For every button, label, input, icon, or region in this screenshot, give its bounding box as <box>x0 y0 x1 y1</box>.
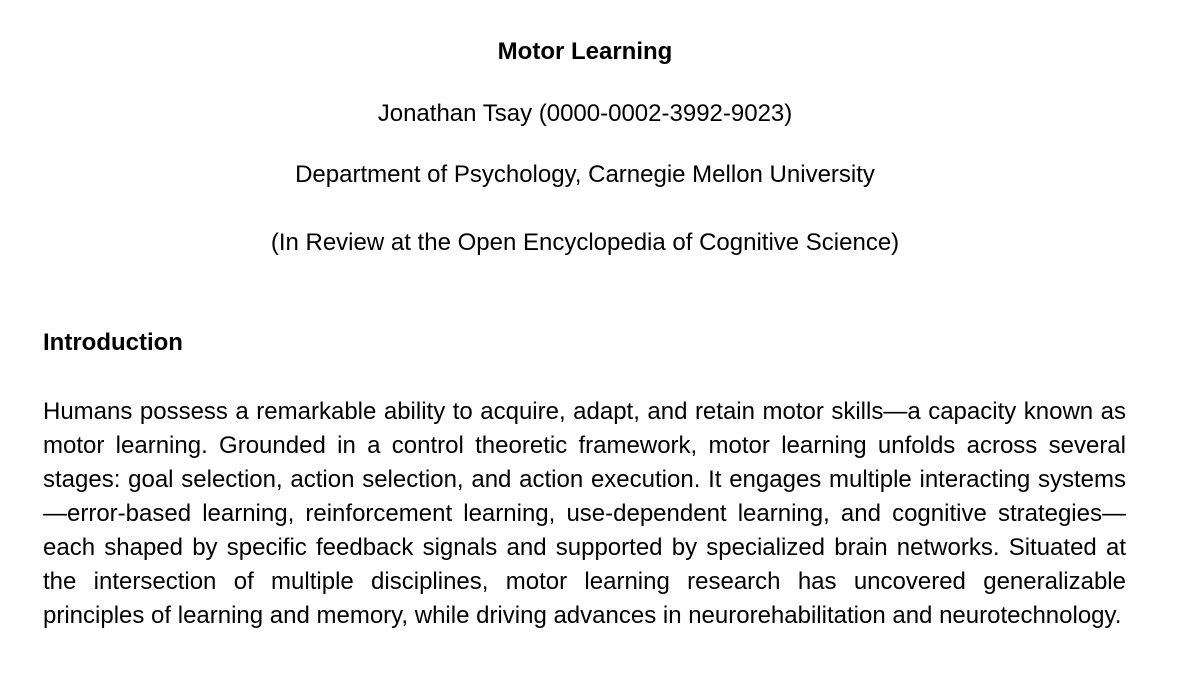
affiliation-line: Department of Psychology, Carnegie Mellon University <box>295 161 875 188</box>
introduction-paragraph: Humans possess a remarkable ability to acquire, adapt, and retain motor skills—a capacity known as motor learning. Grounded in a control theoretic framework, motor learning unfolds across several stages: goal selection, action selection, and action execution. It engages multiple interacting systems—error-based learning, reinforcement learning, use-dependent learning, and cognitive strategies—each shaped by specific feedback signals and supported by specialized brain networks. Situated at the intersection of multiple disciplines, motor learning research has uncovered generalizable principles of learning and memory, while driving advances in neurorehabilitation and neurotechnology. <box>43 398 1126 629</box>
author-line: Jonathan Tsay (0000-0002-3992-9023) <box>377 100 793 127</box>
review-status-line: (In Review at the Open Encyclopedia of Cognitive Science) <box>270 229 900 256</box>
document-title: Motor Learning <box>497 38 673 65</box>
section-heading-introduction: Introduction <box>43 329 183 356</box>
